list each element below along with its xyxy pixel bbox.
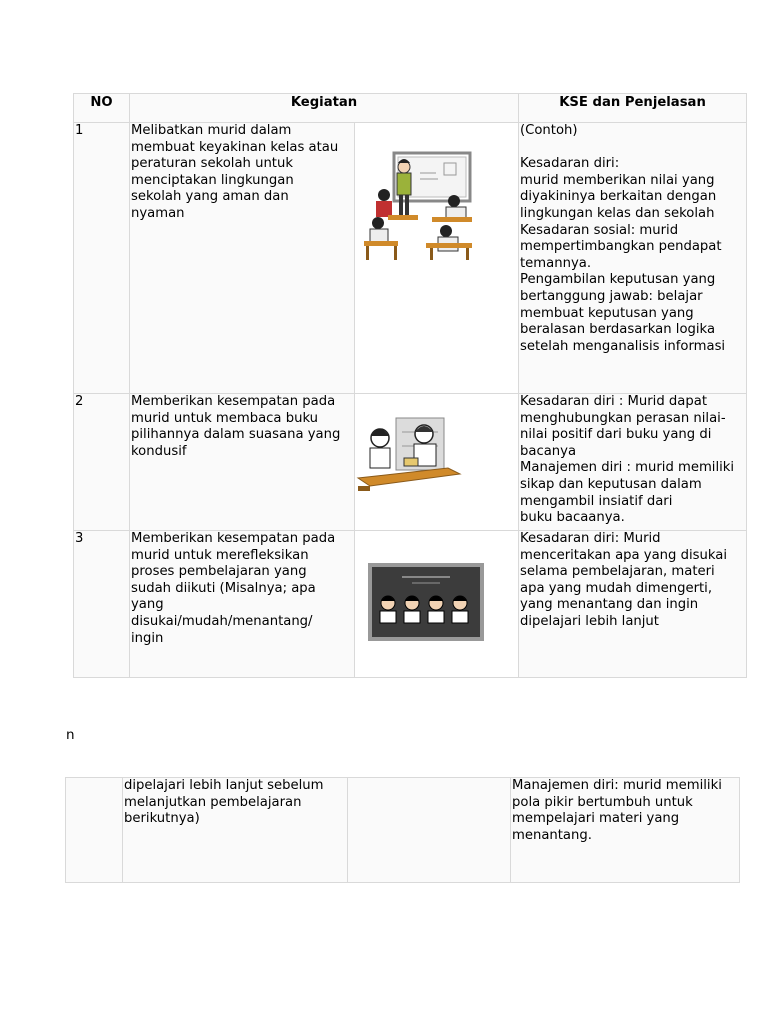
activity-text: Melibatkan murid dalam membuat keyakinan kelas atau peraturan sekolah untuk menciptakan lingkungan sekolah yang aman dan nyaman	[130, 123, 355, 394]
students-reading-at-desk-illustration	[356, 406, 466, 506]
row-number	[66, 778, 123, 883]
activity-image-cell	[355, 123, 519, 394]
activity-text: Memberikan kesempatan pada murid untuk merefleksikan proses pembelajaran yang sudah diikuti (Misalnya; apa yang disukai/mudah/menantang/ ingin	[130, 531, 355, 678]
table-row	[74, 531, 747, 678]
stray-text: n	[66, 727, 75, 743]
activity-image-cell	[348, 778, 511, 883]
row-number: 2	[74, 394, 130, 531]
row-number: 3	[74, 531, 130, 678]
activity-image-cell	[355, 394, 519, 531]
header-kse: KSE dan Penjelasan	[519, 94, 747, 123]
kse-explanation: Kesadaran diri : Murid dapat menghubungkan perasan nilai- nilai positif dari buku yang di bacanya Manajemen diri : murid memiliki sikap dan keputusan dalam mengambil insiatif dari buku bacaanya.	[519, 394, 747, 531]
students-in-front-of-blackboard-illustration	[368, 563, 488, 653]
table-row	[74, 394, 747, 531]
kse-explanation: Kesadaran diri: Murid menceritakan apa yang disukai selama pembelajaran, materi apa yang mudah dimengerti, yang menantang dan ingin dipelajari lebih lanjut	[519, 531, 747, 678]
header-no: NO	[74, 94, 130, 123]
activity-text: Memberikan kesempatan pada murid untuk membaca buku pilihannya dalam suasana yang kondusif	[130, 394, 355, 531]
continuation-table	[65, 777, 740, 883]
classroom-teacher-students-illustration	[358, 139, 488, 269]
table-row	[74, 123, 747, 394]
kse-explanation: Manajemen diri: murid memiliki pola pikir bertumbuh untuk mempelajari materi yang menantang.	[511, 778, 740, 883]
row-number: 1	[74, 123, 130, 394]
activity-table	[73, 93, 747, 678]
activity-text: dipelajari lebih lanjut sebelum melanjutkan pembelajaran berikutnya)	[123, 778, 348, 883]
table-header-row	[74, 94, 747, 123]
table-row	[66, 778, 740, 883]
header-kegiatan: Kegiatan	[130, 94, 519, 123]
kse-explanation: (Contoh) Kesadaran diri: murid memberikan nilai yang diyakininya berkaitan dengan lingkungan kelas dan sekolah Kesadaran sosial: murid mempertimbangkan pendapat temannya. Pengambilan keputusan yang bertanggung jawab: belajar membuat keputusan yang beralasan berdasarkan logika setelah menganalisis informasi	[519, 123, 747, 394]
activity-image-cell	[355, 531, 519, 678]
